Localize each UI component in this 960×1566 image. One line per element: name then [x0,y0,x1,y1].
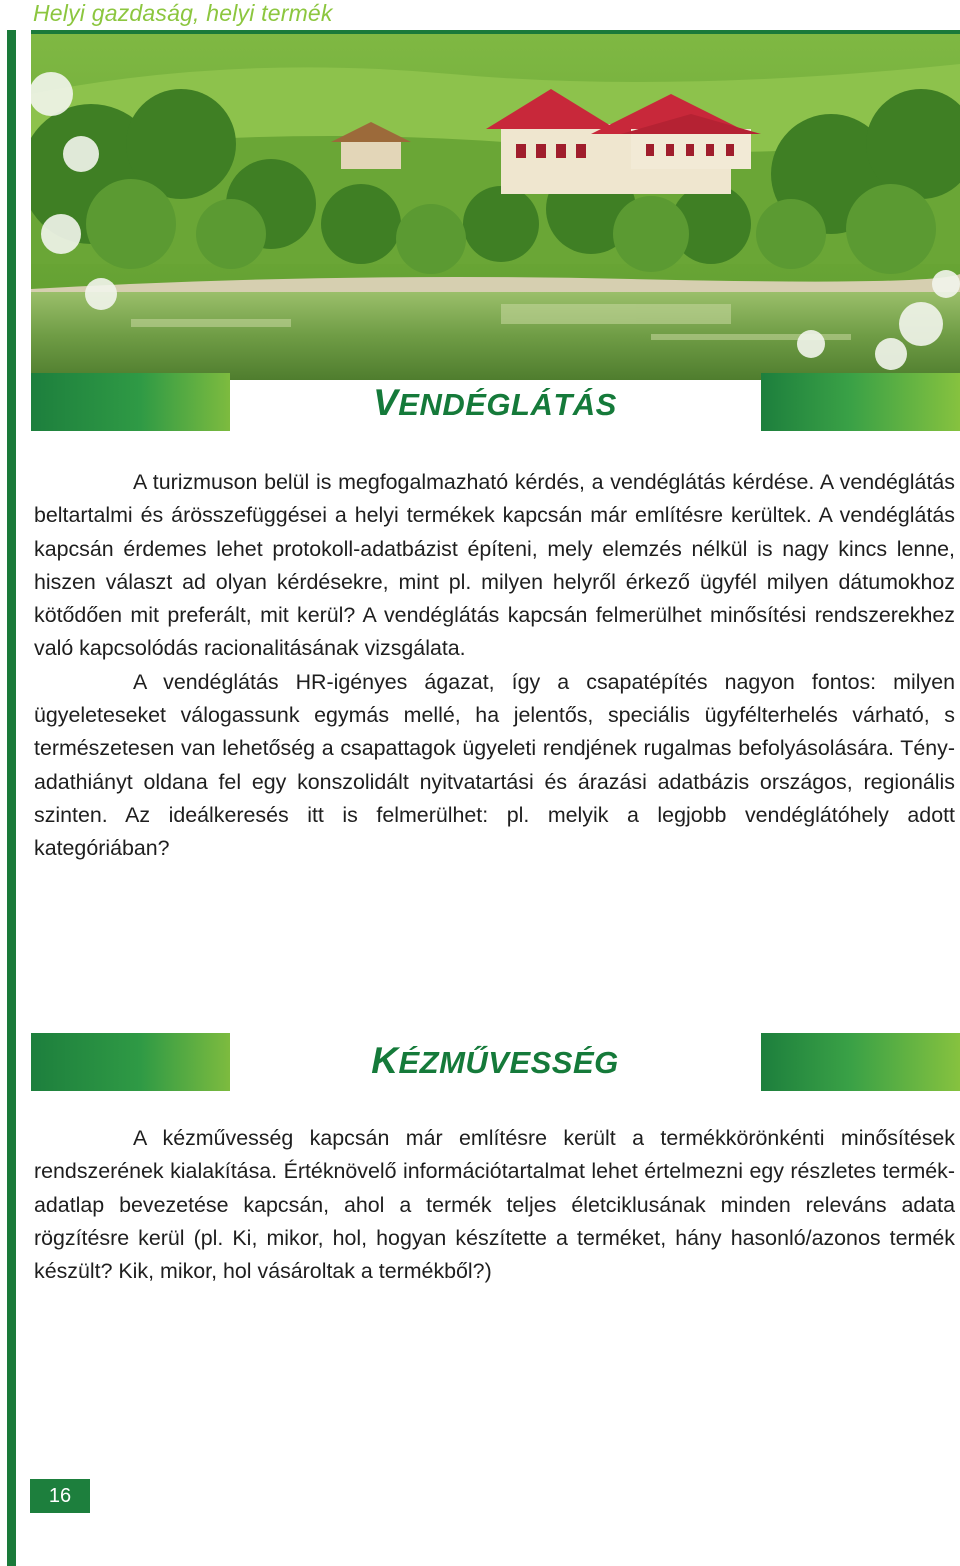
section-band-right [761,373,960,431]
paragraph: A turizmuson belül is megfogalmazható kérdés, a vendéglátás kérdése. A vendéglátás beltartalmi és árösszefüggései a helyi termékek kapcsán már említésre kerültek. A vendéglátás kapcsán érdemes lehet protokoll-adatbázist építeni, mely elemzés nélkül is nagy kincs lenne, hiszen választ ad olyan kérdésekre, mint pl. milyen helyről érkező ügyfél milyen dátumokhoz kötődően mit preferált, mit kerül? A vendéglátás kapcsán felmerülhet minősítési rendszerekhez való kapcsolódás racionalitásának vizsgálata. [34,470,955,661]
lakeside-hotel-photo [31,30,960,380]
paragraph: A kézművesség kapcsán már említésre került a termékkörönkénti minősítések rendszerének kialakítása. Értéknövelő információtartalmat lehet értelmezni egy részletes termék-adatlap bevezetése kapcsán, ahol a termék teljes életciklusának minden releváns adata rögzítésre kerül (pl. Ki, mikor, hol, hogyan készítette a terméket, hány hasonló/azonos termék készült? Kik, mikor, hol vásároltak a termékből?) [34,1126,955,1284]
section-heading-vendeglatas: VENDÉGLÁTÁS [373,382,617,423]
page-number: 16 [30,1479,90,1513]
section-heading-kezmuvesseg: KÉZMŰVESSÉG [371,1040,619,1081]
paragraph: A vendéglátás HR-igényes ágazat, így a csapatépítés nagyon fontos: milyen ügyeleteseket válogassunk egymás mellé, ha jelentős, speciális ügyfélterhelés várható, s természetesen van lehetőség a csapattagok ügyeleti rendjének rugalmas befolyásolására. Tény-adathiányt oldana fel egy konszolidált nyitvatartási és árazási adatbázis országos, regionális szinten. Az ideálkeresés itt is felmerülhet: pl. melyik a legjobb vendéglátóhely adott kategóriában? [34,669,955,861]
section-band-left [31,1033,230,1091]
left-margin-rule [7,30,16,1566]
section-band-left [31,373,230,431]
section-body-vendeglatas [34,466,955,866]
section-band-right [761,1033,960,1091]
section-body-kezmuvesseg [34,1122,955,1288]
running-header: Helyi gazdaság, helyi termék [33,0,333,26]
